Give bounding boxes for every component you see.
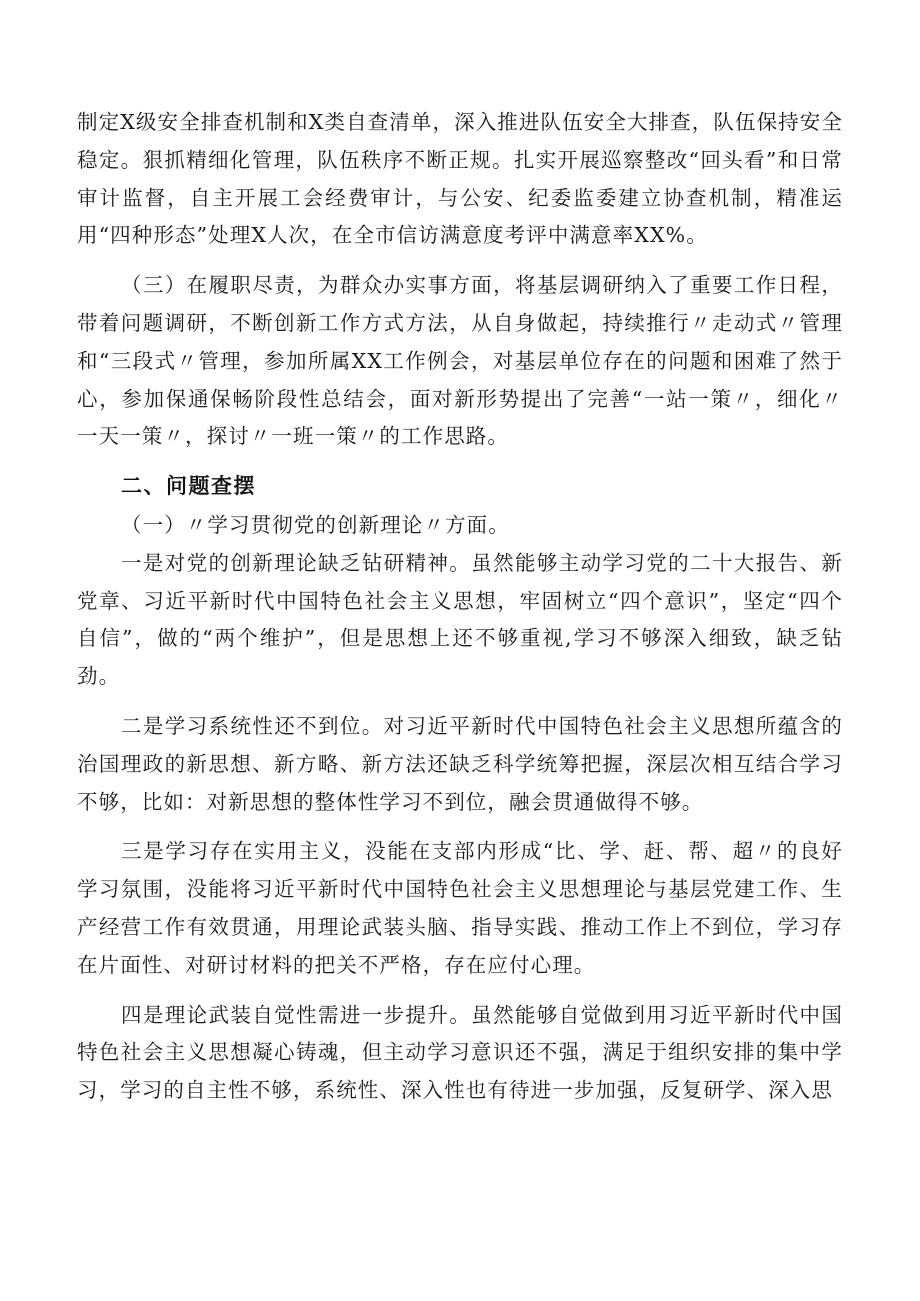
document-body <box>77 104 843 1110</box>
subheading-theory-study: （一）〃学习贯彻党的创新理论〃方面。 <box>121 512 510 537</box>
paragraph-point-four: 四是理论武装自觉性需进一步提升。虽然能够自觉做到用习近平新时代中国特色社会主义思想凝心铸魂，但主动学习意识还不强，满足于组织安排的集中学习，学习的自主性不够，系统性、深入性也有待进一步加强，反复研学、深入思 <box>77 1002 843 1103</box>
paragraph-continuation: 制定X级安全排查机制和X类自查清单，深入推进队伍安全大排查，队伍保持安全稳定。狠抓精细化管理，队伍秩序不断正规。扎实开展巡察整改“回头看”和日常审计监督，自主开展工会经费审计，与公安、纪委监委建立协查机制，精准运用“四种形态”处理X人次，在全市信访满意度考评中满意率XX%。 <box>77 110 843 248</box>
paragraph-point-one: 一是对党的创新理论缺乏钻研精神。虽然能够主动学习党的二十大报告、新党章、习近平新时代中国特色社会主义思想，牢固树立“四个意识”，坚定“四个自信”，做的“两个维护”，但是思想上还不够重视,学习不够深入细致，缺乏钻劲。 <box>77 550 843 689</box>
paragraph-point-two: 二是学习系统性还不到位。对习近平新时代中国特色社会主义思想所蕴含的治国理政的新思想、新方略、新方法还缺乏科学统筹把握，深层次相互结合学习不够，比如：对新思想的整体性学习不到位，融会贯通做得不够。 <box>77 713 843 814</box>
section-heading-problems: 二、问题查摆 <box>121 474 256 499</box>
paragraph-three-duties: （三）在履职尽责，为群众办实事方面，将基层调研纳入了重要工作日程，带着问题调研，不断创新工作方式方法，从自身做起，持续推行〃走动式〃管理和“三段式〃管理，参加所属XX工作例会，对基层单位存在的问题和困难了然于心，参加保通保畅阶段性总结会，面对新形势提出了完善“一站一策〃，细化〃一天一策〃，探讨〃一班一策〃的工作思路。 <box>77 273 843 449</box>
paragraph-point-three: 三是学习存在实用主义，没能在支部内形成“比、学、赶、帮、超〃的良好学习氛围，没能将习近平新时代中国特色社会主义思想理论与基层党建工作、生产经营工作有效贯通，用理论武装头脑、指导实践、推动工作上不到位，学习存在片面性、对研讨材料的把关不严格，存在应付心理。 <box>77 839 843 977</box>
